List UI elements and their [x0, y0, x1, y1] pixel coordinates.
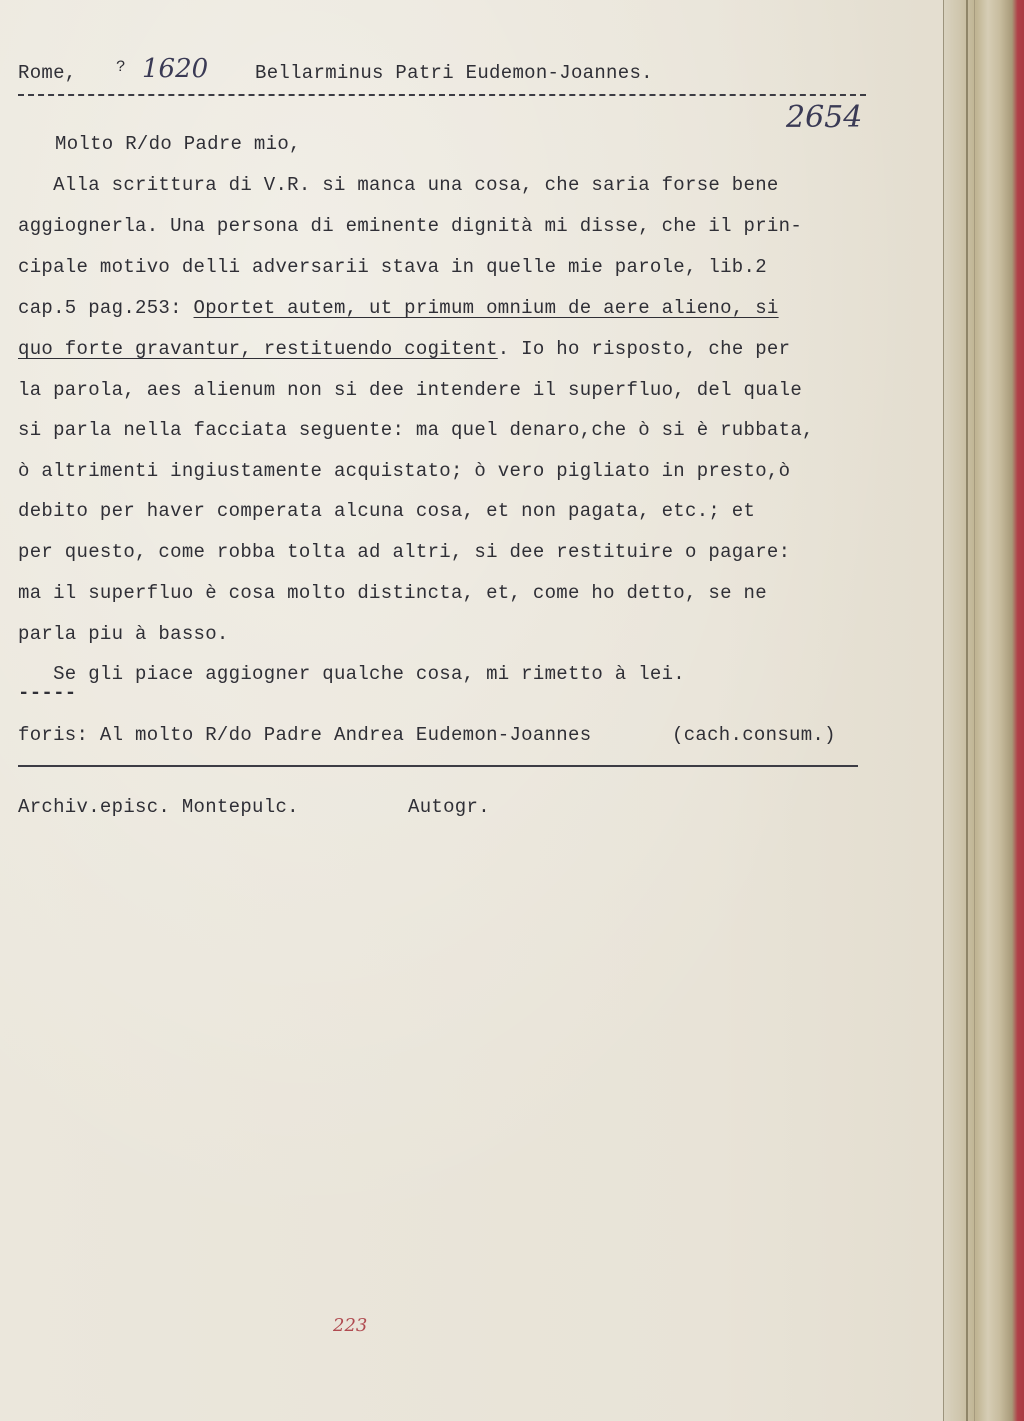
body-line-7: si parla nella facciata seguente: ma quel denaro,che ò si è rubbata,	[18, 419, 814, 441]
short-dash-separator: -----	[18, 682, 77, 704]
body-line-3: cipale motivo delli adversarii stava in quelle mie parole, lib.2	[18, 256, 767, 278]
handwritten-doc-number: 2654	[786, 100, 863, 135]
footer-rule	[18, 765, 858, 767]
body-line-2: aggiognerla. Una persona di eminente dignità mi disse, che il prin-	[18, 215, 803, 237]
header-dashed-rule	[18, 94, 866, 96]
binding-line	[966, 0, 968, 1421]
binding-line-inner	[974, 0, 975, 1421]
header-place: Rome,	[18, 62, 77, 84]
book-binding-edge	[943, 0, 1024, 1421]
body-line-5	[18, 338, 790, 360]
body-line-1: Alla scrittura di V.R. si manca una cosa, che saria forse bene	[18, 174, 779, 196]
header-date-mark: ?	[116, 58, 126, 76]
address-note: (cach.consum.)	[672, 724, 836, 746]
body-line-12: parla piu à basso.	[18, 623, 229, 645]
body-line-6: la parola, aes alienum non si dee intendere il superfluo, del quale	[18, 379, 803, 401]
citation-ref: cap.5 pag.253:	[18, 297, 194, 319]
body-line-5-rest: . Io ho risposto, che per	[497, 338, 791, 360]
body-line-9: debito per haver comperata alcuna cosa, et non pagata, etc.; et	[18, 500, 756, 522]
handwritten-year: 1620	[142, 54, 209, 84]
body-line-11: ma il superfluo è cosa molto distincta, et, come ho detto, se ne	[18, 582, 767, 604]
closing-line: Se gli piace aggiogner qualche cosa, mi rimetto à lei.	[18, 663, 686, 685]
latin-quote-part-2: quo forte gravantur, restituendo cogitent	[18, 338, 498, 360]
body-line-4	[18, 297, 779, 319]
archive-reference: Archiv.episc. Montepulc.	[18, 796, 299, 818]
body-line-10: per questo, come robba tolta ad altri, si dee restituire o pagare:	[18, 541, 791, 563]
latin-quote-part-1: Oportet autem, ut primum omnium de aere alieno, si	[193, 297, 779, 319]
address-line: foris: Al molto R/do Padre Andrea Eudemon-Joannes	[18, 724, 592, 746]
salutation: Molto R/do Padre mio,	[55, 133, 301, 155]
autograph-note: Autogr.	[408, 796, 490, 818]
header-title: Bellarminus Patri Eudemon-Joannes.	[255, 62, 653, 84]
body-line-8: ò altrimenti ingiustamente acquistato; ò vero pigliato in presto,ò	[18, 460, 791, 482]
folio-number: 223	[333, 1315, 368, 1336]
